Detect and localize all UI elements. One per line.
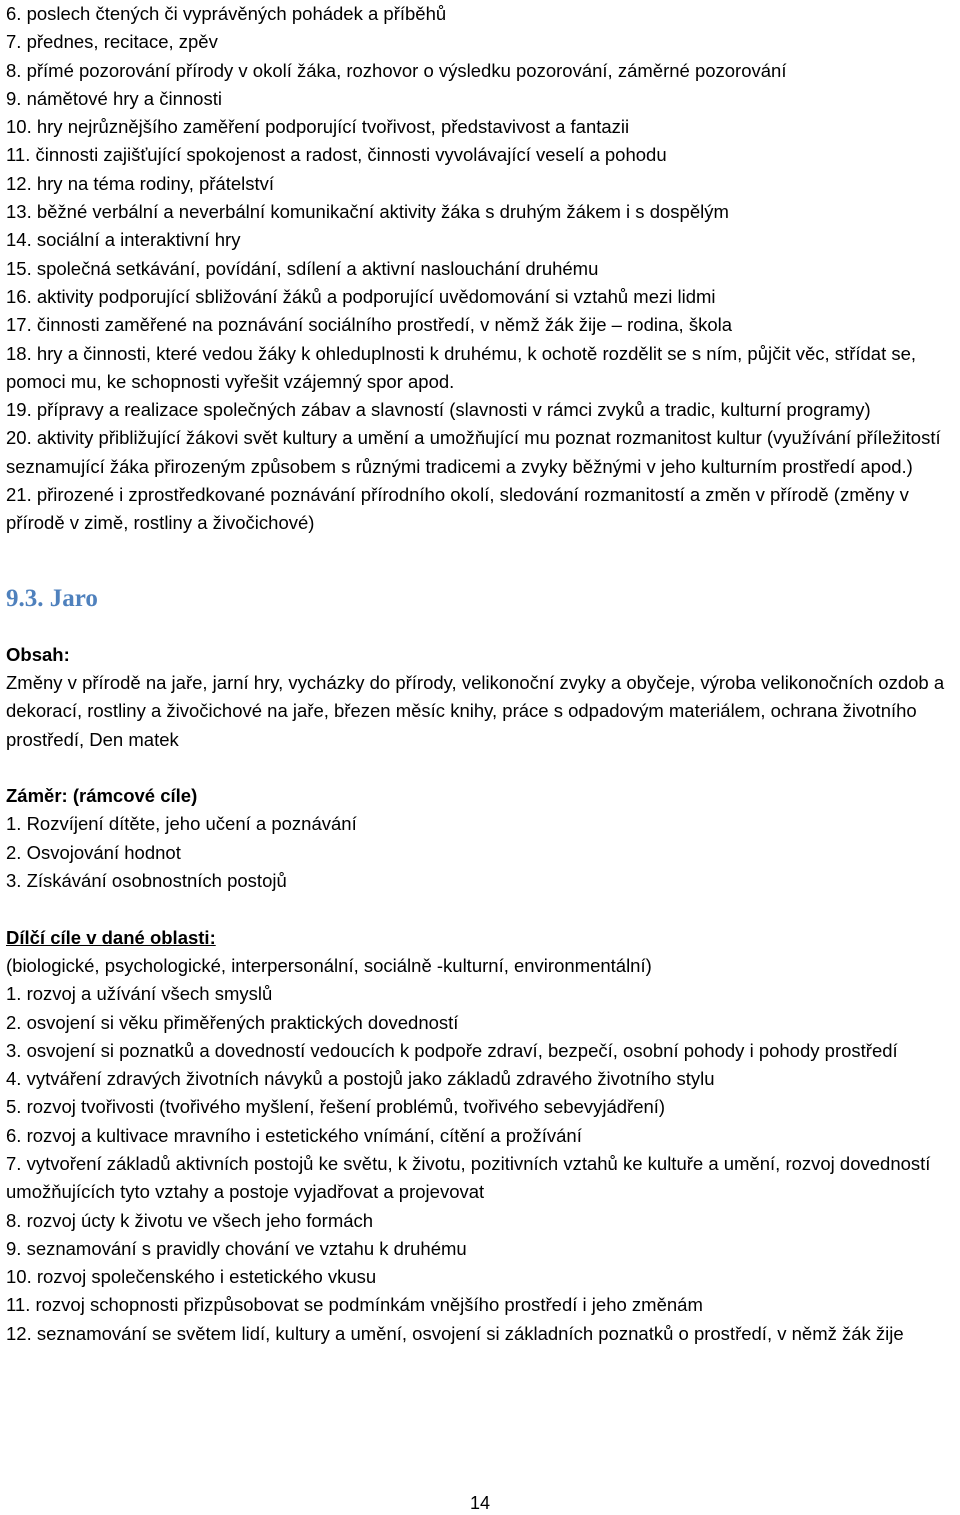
list-item: 10. rozvoj společenského i estetického vkusu <box>6 1266 377 1288</box>
list-item: 8. přímé pozorování přírody v okolí žáka, rozhovor o výsledku pozorování, záměrné pozorování <box>6 59 787 81</box>
list-item: 3. osvojení si poznatků a dovedností vedoucích k podpoře zdraví, bezpečí, osobní pohody i pohody prostředí <box>6 1039 898 1061</box>
list-item: 7. vytvoření základů aktivních postojů ke světu, k životu, pozitivních vztahů ke kultuře a umění, rozvoj dovedností umožňujících tyto vztahy a postoje vyjadřovat a projevovat <box>6 1152 931 1203</box>
list-item: 8. rozvoj úcty k životu ve všech jeho formách <box>6 1209 374 1231</box>
list-item: 20. aktivity přibližující žákovi svět kultury a umění a umožňující mu poznat rozmanitost kultur (využívání příležitostí seznamující žáka přirozeným způsobem s různými tradicemi a zvyky běžnými v jeho kulturním prostředí apod.) <box>6 427 941 477</box>
list-item: 7. přednes, recitace, zpěv <box>6 31 218 53</box>
list-item: 16. aktivity podporující sbližování žáků a podporující uvědomování si vztahů mezi lidmi <box>6 285 716 307</box>
list-item: 9. seznamování s pravidly chování ve vztahu k druhému <box>6 1237 467 1259</box>
section-title: Jaro <box>49 584 98 612</box>
list-item: 11. rozvoj schopnosti přizpůsobovat se podmínkám vnějšího prostředí i jeho změnám <box>6 1294 703 1316</box>
list-item: 4. vytváření zdravých životních návyků a postojů jako základů zdravého životního stylu <box>6 1068 715 1090</box>
list-item: 19. přípravy a realizace společných zábav a slavností (slavnosti v rámci zvyků a tradic, kulturní programy) <box>6 399 871 421</box>
activity-list <box>6 0 956 538</box>
list-item: 5. rozvoj tvořivosti (tvořivého myšlení, řešení problémů, tvořivého sebevyjádření) <box>6 1096 666 1118</box>
list-item: 2. Osvojování hodnot <box>6 841 181 863</box>
section-number: 9.3. <box>6 584 44 612</box>
list-item: 10. hry nejrůznějšího zaměření podporující tvořivost, představivost a fantazii <box>6 116 630 138</box>
list-item: 15. společná setkávání, povídání, sdílení a aktivní naslouchání druhému <box>6 257 599 279</box>
list-item: 21. přirozené i zprostředkované poznávání přírodního okolí, sledování rozmanitostí a změn v přírodě (změny v přírodě v zimě, rostliny a živočichové) <box>6 484 909 534</box>
document-page <box>6 0 956 1348</box>
list-item: 6. poslech čtených či vyprávěných pohádek a příběhů <box>6 3 447 24</box>
list-item: 1. Rozvíjení dítěte, jeho učení a poznávání <box>6 813 357 835</box>
list-item: 6. rozvoj a kultivace mravního i estetického vnímání, cítění a prožívání <box>6 1124 582 1146</box>
obsah-label: Obsah: <box>6 643 70 665</box>
dilci-cile-label: Dílčí cíle v dané oblasti: <box>6 926 216 948</box>
obsah-text: Změny v přírodě na jaře, jarní hry, vycházky do přírody, velikonoční zvyky a obyčeje, výroba velikonočních ozdob a dekorací, rostliny a živočichové na jaře, březen měsíc knihy, práce s odpadovým materiálem, ochrana životního prostředí, Den matek <box>6 671 945 750</box>
list-item: 18. hry a činnosti, které vedou žáky k ohleduplnosti k druhému, k ochotě rozdělit se s ním, půjčit věc, střídat se, pomoci mu, ke schopnosti vyřešit vzájemný spor apod. <box>6 342 917 392</box>
section-heading <box>6 584 956 614</box>
list-item: 14. sociální a interaktivní hry <box>6 229 241 251</box>
list-item: 3. Získávání osobnostních postojů <box>6 870 287 892</box>
list-item: 2. osvojení si věku přiměřených praktických dovedností <box>6 1011 459 1033</box>
list-item: 12. seznamování se světem lidí, kultury a umění, osvojení si základních poznatků o prostředí, v němž žák žije <box>6 1322 904 1344</box>
dilci-cile-subtitle: (biologické, psychologické, interpersonální, sociálně -kulturní, environmentální) <box>6 954 652 976</box>
list-item: 13. běžné verbální a neverbální komunikační aktivity žáka s druhým žákem i s dospělým <box>6 201 729 223</box>
obsah-block <box>6 641 956 754</box>
list-item: 1. rozvoj a užívání všech smyslů <box>6 983 273 1005</box>
list-item: 9. námětové hry a činnosti <box>6 87 222 109</box>
list-item: 17. činnosti zaměřené na poznávání sociálního prostředí, v němž žák žije – rodina, škola <box>6 314 733 336</box>
list-item: 12. hry na téma rodiny, přátelství <box>6 172 275 194</box>
dilci-cile-block <box>6 924 956 1348</box>
list-item: 11. činnosti zajišťující spokojenost a radost, činnosti vyvolávající veselí a pohodu <box>6 144 667 166</box>
page-number: 14 <box>469 1493 491 1513</box>
zamer-block <box>6 782 956 895</box>
zamer-label: Záměr: (rámcové cíle) <box>6 785 198 807</box>
